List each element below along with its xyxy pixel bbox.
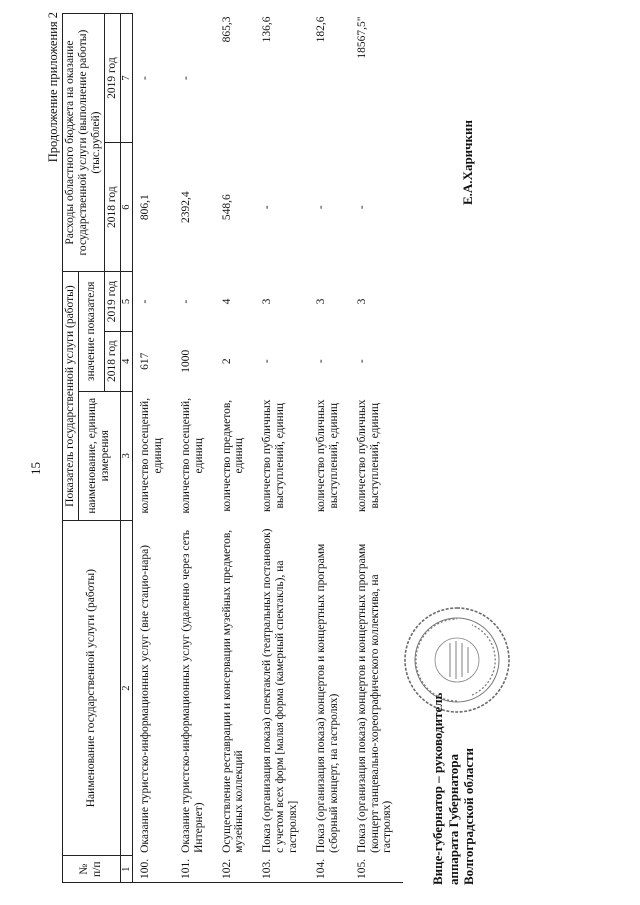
col-number: 6: [120, 143, 133, 272]
indicator-unit: количество публичных выступлений, единиц: [314, 399, 340, 512]
indicator-unit: количество публичных выступлений, единиц: [261, 399, 287, 512]
signatory-position-line1: Вице-губернатор – руководитель: [430, 692, 445, 885]
page-number: 15: [28, 462, 43, 475]
table-row: [133, 14, 174, 883]
header-value-2019: 2019 год: [104, 272, 120, 332]
col-number: 1: [120, 856, 133, 883]
expense-2019: -: [139, 76, 152, 80]
value-2018: -: [355, 359, 368, 364]
value-2019: 3: [314, 298, 327, 305]
expense-2019: 182,6: [314, 16, 327, 43]
table-row: [215, 14, 256, 883]
header-unit: наименование, единица измерения: [78, 391, 120, 520]
expense-2018: -: [355, 205, 368, 210]
value-2018: 617: [139, 352, 152, 370]
col-number: 4: [120, 331, 133, 391]
value-2019: 3: [355, 298, 368, 305]
value-2019: -: [139, 299, 152, 304]
col-number: 5: [120, 272, 133, 332]
value-2019: 4: [220, 298, 233, 305]
expense-2018: 2392,4: [179, 191, 192, 223]
header-num: № п/п: [63, 856, 121, 883]
expense-2018: 806,1: [139, 194, 152, 221]
table-row: [174, 14, 215, 883]
service-name: Осуществление реставрации и консервации музейных предметов, музейных коллекций: [220, 529, 246, 853]
header-indicator: Показатель государственной услуги (работы): [63, 272, 79, 521]
value-2018: 2: [220, 358, 233, 365]
header-expense-2019: 2019 год: [104, 14, 120, 143]
expense-2018: -: [261, 205, 274, 210]
value-2018: 1000: [179, 349, 192, 373]
expense-2019: 865,3: [220, 16, 233, 43]
signatory-name: Е.А.Харичкин: [460, 120, 475, 205]
continuation-note: Продолжение приложения 2: [46, 12, 60, 163]
table-row: [350, 14, 404, 883]
service-name: Оказание туристско-информационных услуг (удаленно через сеть Интернет): [179, 529, 205, 853]
value-2019: 3: [261, 298, 274, 305]
value-2019: -: [179, 299, 192, 304]
header-expense: Расходы областного бюджета на оказание государственной услуги (выполнение работы) (тыс.рублей): [63, 14, 105, 272]
row-number: 103.: [255, 856, 309, 883]
indicator-unit: количество публичных выступлений, единиц: [355, 399, 381, 512]
table-row: [309, 14, 350, 883]
value-2018: -: [261, 359, 274, 364]
row-number: 104.: [309, 856, 350, 883]
header-expense-2018: 2018 год: [104, 143, 120, 272]
indicator-unit: количество предметов, единиц: [220, 399, 246, 512]
header-service: Наименование государственной услуги (работы): [63, 520, 121, 855]
header-value: значение показателя: [78, 272, 104, 391]
row-number: 101.: [174, 856, 215, 883]
services-table: [62, 13, 403, 883]
header-value-2018: 2018 год: [104, 331, 120, 391]
row-number: 102.: [215, 856, 256, 883]
service-name: Показ (организация показа) концертов и концертных программ (сборный концерт, на гастролях): [314, 543, 340, 853]
service-name: Показ (организация показа) спектаклей (театральных постановок) с учетом всех форм [малая форма (камерный спектакль), на гастролях]: [261, 528, 300, 853]
col-number: 2: [120, 520, 133, 855]
expense-2019: -: [179, 76, 192, 80]
indicator-unit: количество посещений, единиц: [179, 397, 205, 514]
signatory-position-line2: аппарата Губернатора: [445, 753, 461, 885]
service-name: Показ (организация показа) концертов и концертных программ (концерт танцевально-хореографического коллектива, на гастролях): [355, 543, 394, 853]
indicator-unit: количество посещений, единиц: [139, 397, 164, 514]
expense-2018: -: [314, 205, 327, 210]
signatory-position-line3: Волгоградской области: [461, 747, 477, 885]
col-number: 3: [120, 391, 133, 520]
row-number: 100.: [133, 856, 174, 883]
expense-2018: 548,6: [220, 194, 233, 221]
signature-block: [430, 693, 477, 885]
expense-2019: 136,6: [261, 16, 274, 43]
service-name: Оказание туристско-информационных услуг (вне стацио-нара): [139, 544, 152, 853]
expense-2019: 18567,5": [355, 16, 368, 59]
row-number: 105.: [350, 856, 404, 883]
table-row: [255, 14, 309, 883]
value-2018: -: [314, 359, 327, 364]
col-number: 7: [120, 14, 133, 143]
